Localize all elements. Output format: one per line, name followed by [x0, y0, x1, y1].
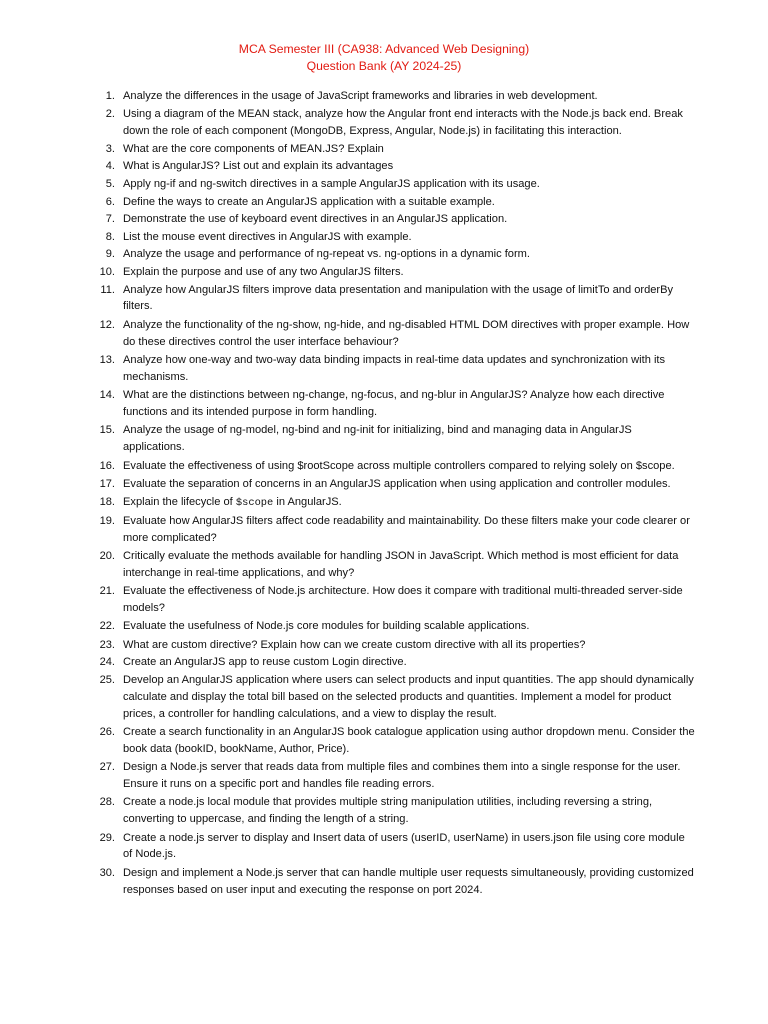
question-number: 25.: [99, 673, 115, 686]
question-text: Demonstrate the use of keyboard event directives in an AngularJS application.: [123, 213, 508, 226]
question-item: [95, 672, 695, 723]
question-number: 5.: [105, 177, 115, 190]
question-number: 11.: [100, 283, 115, 296]
document-title: MCA Semester III (CA938: Advanced Web Designing): [238, 42, 530, 56]
question-text: Evaluate the usefulness of Node.js core modules for building scalable applications.: [123, 620, 530, 633]
question-number: 16.: [99, 459, 115, 472]
question-item: [95, 141, 695, 158]
document-header: [0, 41, 768, 75]
question-text: Analyze how AngularJS filters improve data presentation and manipulation with the usage of limitTo and orderBy filters.: [123, 283, 674, 313]
question-list: [95, 88, 695, 899]
question-item: [95, 422, 695, 456]
question-text: Design a Node.js server that reads data from multiple files and combines them into a single response for the user. Ensure it runs on a specific port and handles file reading errors.: [123, 761, 681, 791]
question-number: 3.: [105, 142, 115, 155]
question-text: Develop an AngularJS application where users can select products and input quantities. The app should dynamically calculate and display the total bill based on the selected products and quantities. Implement a model for product prices, a controller for handling calculations, and a view to display the result.: [123, 673, 694, 720]
question-number: 20.: [99, 549, 115, 562]
question-number: 9.: [105, 248, 115, 261]
question-number: 17.: [99, 477, 115, 490]
question-item: [95, 106, 695, 140]
question-item: [95, 830, 695, 864]
question-number: 21.: [99, 585, 115, 598]
question-item: [95, 865, 695, 899]
question-text: Evaluate how AngularJS filters affect code readability and maintainability. Do these filters make your code clearer or more complicated?: [123, 515, 690, 545]
question-text: Evaluate the separation of concerns in an AngularJS application when using application and controller modules.: [123, 477, 671, 490]
question-text: Design and implement a Node.js server that can handle multiple user requests simultaneously, providing customized responses based on user input and executing the response on port 2024.: [123, 866, 694, 896]
question-number: 18.: [99, 496, 115, 509]
question-text: Explain the purpose and use of any two AngularJS filters.: [123, 265, 404, 278]
question-item: [95, 458, 695, 475]
question-text: Analyze the differences in the usage of JavaScript frameworks and libraries in web development.: [123, 90, 598, 102]
question-item: [95, 282, 695, 316]
question-number: 14.: [99, 389, 115, 402]
question-item: [95, 211, 695, 228]
question-number: 23.: [99, 638, 115, 651]
question-text: Create an AngularJS app to reuse custom Login directive.: [123, 656, 407, 669]
question-item: [95, 513, 695, 547]
question-text: Define the ways to create an AngularJS application with a suitable example.: [123, 195, 495, 208]
question-item: [95, 494, 695, 512]
question-number: 15.: [99, 424, 115, 437]
question-item: [95, 246, 695, 263]
question-text-part: in AngularJS.: [273, 496, 342, 509]
question-text: Analyze the usage and performance of ng-repeat vs. ng-options in a dynamic form.: [123, 248, 530, 261]
question-number: 28.: [99, 796, 115, 809]
question-item: [95, 548, 695, 582]
question-item: [95, 794, 695, 828]
question-number: 30.: [99, 866, 115, 879]
question-item: [95, 618, 695, 635]
question-item: [95, 88, 695, 105]
question-item: [95, 637, 695, 654]
question-item: [95, 229, 695, 246]
question-number: 10.: [99, 265, 115, 278]
question-text: Create a search functionality in an AngularJS book catalogue application using author dropdown menu. Consider the book data (bookID, bookName, Author, Price).: [123, 725, 695, 755]
question-item: [95, 194, 695, 211]
question-text: Critically evaluate the methods available for handling JSON in JavaScript. Which method is most efficient for data interchange in real-time applications, and why?: [123, 549, 679, 579]
question-item: [95, 352, 695, 386]
question-text: Using a diagram of the MEAN stack, analyze how the Angular front end interacts with the Node.js back end. Break down the role of each component (MongoDB, Express, Angular, Node.js) in facilitating this interaction.: [123, 107, 683, 137]
question-number: 27.: [99, 761, 115, 774]
question-item: [95, 583, 695, 617]
question-item: [95, 176, 695, 193]
document-subtitle: Question Bank (AY 2024-25): [306, 59, 462, 73]
question-number: 12.: [99, 318, 115, 331]
question-number: 6.: [105, 195, 115, 208]
question-text: What are custom directive? Explain how can we create custom directive with all its properties?: [123, 638, 586, 651]
question-item: [95, 158, 695, 175]
question-item: [95, 724, 695, 758]
question-number: 19.: [99, 515, 115, 528]
question-item: [95, 264, 695, 281]
question-number: 24.: [99, 656, 115, 669]
question-text: [123, 494, 695, 512]
question-text: What are the core components of MEAN.JS? Explain: [123, 142, 384, 155]
question-number: 4.: [105, 160, 115, 173]
question-text: Analyze the functionality of the ng-show, ng-hide, and ng-disabled HTML DOM directives with proper example. How do these directives control the user interface behaviour?: [123, 318, 690, 348]
question-text: Create a node.js server to display and Insert data of users (userID, userName) in users.json file using core module of Node.js.: [123, 831, 685, 861]
question-number: 13.: [99, 353, 115, 366]
question-number: 2.: [105, 107, 115, 120]
question-text: Analyze how one-way and two-way data binding impacts in real-time data updates and synchronization with its mechanisms.: [123, 353, 666, 383]
question-number: 22.: [99, 620, 115, 633]
question-text: Apply ng-if and ng-switch directives in a sample AngularJS application with its usage.: [123, 177, 540, 190]
question-item: [95, 476, 695, 493]
question-item: [95, 759, 695, 793]
question-number: 29.: [99, 831, 115, 844]
question-item: [95, 317, 695, 351]
question-text: What is AngularJS? List out and explain its advantages: [123, 160, 394, 173]
inline-code: $scope: [235, 497, 274, 510]
question-item: [95, 654, 695, 671]
question-number: 7.: [105, 213, 115, 226]
question-text: Evaluate the effectiveness of Node.js architecture. How does it compare with traditional multi-threaded server-side models?: [123, 585, 683, 615]
question-text: Create a node.js local module that provides multiple string manipulation utilities, including reversing a string, converting to uppercase, and finding the length of a string.: [123, 796, 653, 826]
question-text-part: Explain the lifecycle of: [123, 496, 236, 509]
question-number: 8.: [105, 230, 115, 243]
question-text: Analyze the usage of ng-model, ng-bind and ng-init for initializing, bind and managing data in AngularJS applications.: [123, 424, 632, 454]
question-text: Evaluate the effectiveness of using $rootScope across multiple controllers compared to relying solely on $scope.: [123, 459, 675, 472]
question-number: 26.: [99, 725, 115, 738]
question-item: [95, 387, 695, 421]
question-number: 1.: [105, 90, 115, 102]
question-text: List the mouse event directives in AngularJS with example.: [123, 230, 412, 243]
question-text: What are the distinctions between ng-change, ng-focus, and ng-blur in AngularJS? Analyze how each directive functions and its intended purpose in form handling.: [123, 389, 665, 419]
